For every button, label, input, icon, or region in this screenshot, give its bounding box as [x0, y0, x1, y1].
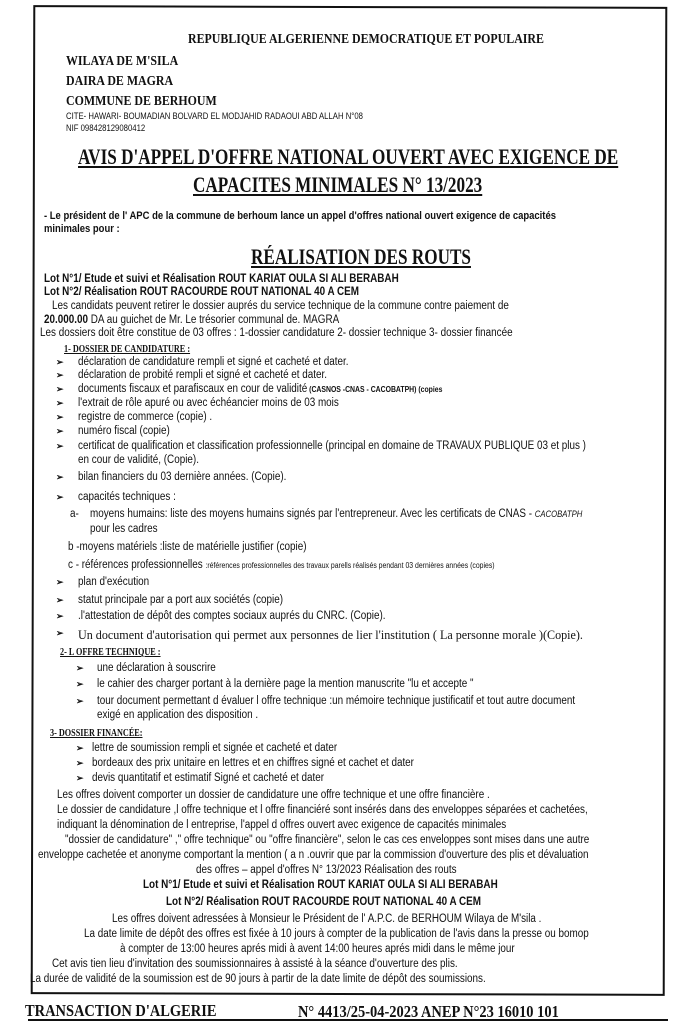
fee-amount: 20.000.00	[44, 314, 89, 326]
closing-lot2: Lot N°2/ Réalisation ROUT RACOURDE ROUT NATIONAL 40 A CEM	[166, 896, 481, 908]
section1-item: déclaration de candidature rempli et signé et cacheté et dater.	[78, 356, 349, 368]
retrieval-line2-text: DA au guichet de Mr. Le trésorier communal de. MAGRA	[88, 314, 340, 326]
lot1: Lot N°1/ Etude et suivi et Réalisation ROUT KARIAT OULA SI ALI BERABAH	[44, 273, 399, 285]
daira: DAIRA DE MAGRA	[66, 74, 174, 89]
section3-item: bordeaux des prix unitaire en lettres et en chiffres signé et cachet et dater	[92, 757, 414, 769]
lot2: Lot N°2/ Réalisation ROUT RACOURDE ROUT NATIONAL 40 A CEM	[44, 286, 359, 298]
closing-line: La date limite de dépôt des offres est fixée à 10 jours à compter de la publication de l'avis dans la presse ou bomop	[84, 928, 589, 940]
closing-line: Les offres doivent comporter un dossier de candidature une offre technique et une offre financière .	[57, 789, 490, 801]
section1-item: en cour de validité, (Copie).	[78, 454, 199, 466]
section1-item: .l'attestation de dépôt des comptes sociaux auprés du CNRC. (Copie).	[78, 610, 386, 622]
arrow-bullet-icon: ➢	[76, 758, 84, 768]
sub-c	[68, 559, 495, 571]
arrow-bullet-icon: ➢	[56, 472, 64, 482]
arrow-bullet-icon: ➢	[56, 628, 64, 638]
section1-item-text: documents fiscaux et parafiscaux en cour de validité	[78, 383, 308, 395]
sub-b: b -moyens matériels :liste de matérielle justifier (copie)	[68, 541, 307, 553]
sub-c-text: c - références professionnelles	[68, 559, 206, 571]
notice-title-line2: CAPACITES MINIMALES N° 13/2023	[193, 172, 483, 197]
section1-item: statut principale par a port aux sociétés (copie)	[78, 594, 284, 606]
arrow-bullet-icon: ➢	[56, 384, 64, 394]
section1-item: déclaration de probité rempli et signé et cacheté et dater.	[78, 369, 328, 381]
arrow-bullet-icon: ➢	[76, 773, 84, 783]
arrow-bullet-icon: ➢	[56, 577, 64, 587]
publication-reference: N° 4413/25-04-2023 ANEP N°23 16010 101	[298, 1002, 559, 1021]
arrow-bullet-icon: ➢	[76, 663, 84, 673]
project-title: RÉALISATION DES ROUTS	[251, 244, 471, 269]
arrow-bullet-icon: ➢	[56, 595, 64, 605]
fiscal-orgs: (CASNOS -CNAS - CACOBATPH) (copies	[307, 385, 443, 394]
bottom-rule	[28, 1019, 668, 1021]
section1-item: registre de commerce (copie) .	[78, 411, 213, 423]
closing-line: enveloppe cachetée et anonyme comportant la mention ( a n .ouvrir que par la commission d'ouverture des plis et dévaluation	[38, 849, 589, 861]
notice-title-line1: AVIS D'APPEL D'OFFRE NATIONAL OUVERT AVEC EXIGENCE DE	[78, 144, 619, 169]
section1-item	[78, 383, 442, 395]
section3-item: devis quantitatif et estimatif Signé et cacheté et dater	[92, 772, 325, 784]
section2-item: tour document permettant d évaluer l offre technique :un mémoire technique justificatif et tout autre document	[97, 695, 576, 707]
arrow-bullet-icon: ➢	[56, 492, 64, 502]
arrow-bullet-icon: ➢	[56, 370, 64, 380]
section1-item: plan d'exécution	[78, 576, 150, 588]
address: CITE- HAWARI- BOUMADIAN BOLVARD EL MODJAHID RADAOUI ABD ALLAH N°08	[66, 111, 363, 121]
closing-lot1: Lot N°1/ Etude et suivi et Réalisation ROUT KARIAT OULA SI ALI BERABAH	[143, 879, 498, 891]
section1-item: capacités techniques :	[78, 491, 176, 503]
arrow-bullet-icon: ➢	[76, 696, 84, 706]
section1-item: certificat de qualification et classification professionnelle (principal en domaine de TRAVAUX PUBLIQUE 03 et plus )	[78, 440, 586, 452]
retrieval-line1: Les candidats peuvent retirer le dossier auprés du service technique de la commune contre paiement de	[52, 300, 509, 312]
sub-a-text: moyens humains: liste des moyens humains signés par l'entrepreneur. Avec les certificats de CNAS -	[90, 508, 535, 520]
closing-line: indiquant la dénomination de l entreprise, l'appel d offres ouvert avec exigence de capacités minimales	[57, 819, 507, 831]
nif: NIF 098428129080412	[66, 123, 146, 133]
closing-line: La durée de validité de la soumission est de 90 jours à partir de la date limite de dépôt des soumissions.	[30, 973, 486, 985]
publication-name: TRANSACTION D'ALGERIE	[25, 1001, 217, 1020]
section1-item: l'extrait de rôle apuré ou avec échéancier moins de 03 mois	[78, 397, 339, 409]
arrow-bullet-icon: ➢	[56, 412, 64, 422]
closing-line: Cet avis tien lieu d'invitation des soumissionnaires à assisté à la séance d'ouverture des plis.	[52, 958, 458, 970]
section1-item: Un document d'autorisation qui permet aux personnes de lier l'institution ( La personne morale )(Copie).	[78, 627, 583, 642]
closing-line: "dossier de candidature" ," offre technique" ou "offre financière", selon le cas ces enveloppes sont mises dans une autre	[65, 834, 590, 846]
section2-item: exigé en application des disposition .	[97, 709, 259, 721]
section2-item: le cahier des charger portant à la dernière page la mention manuscrite "lu et accepte "	[97, 678, 474, 690]
closing-line: à compter de 13:00 heures aprés midi à avent 14:00 heures aprés midi dans le même jour	[120, 943, 515, 955]
arrow-bullet-icon: ➢	[56, 357, 64, 367]
section2-heading: 2- L OFFRE TECHNIQUE :	[60, 647, 161, 658]
section3-heading: 3- DOSSIER FINANCÉE:	[50, 728, 143, 739]
arrow-bullet-icon: ➢	[56, 398, 64, 408]
sub-a-italic: CACOBATPH	[534, 509, 583, 519]
sub-a	[90, 508, 582, 520]
closing-line: Les offres doivent adressées à Monsieur le Président de l' A.P.C. de BERHOUM Wilaya de M'sila .	[112, 913, 542, 925]
intro-line2: minimales pour :	[44, 223, 120, 235]
section1-item: numéro fiscal (copie)	[78, 425, 170, 437]
arrow-bullet-icon: ➢	[56, 441, 64, 451]
republic-heading: REPUBLIQUE ALGERIENNE DEMOCRATIQUE ET POPULAIRE	[188, 32, 544, 47]
sub-a-cont: pour les cadres	[90, 523, 158, 535]
arrow-bullet-icon: ➢	[76, 743, 84, 753]
wilaya: WILAYA DE M'SILA	[66, 54, 179, 69]
closing-line: des offres – appel d'offres N° 13/2023 Réalisation des routs	[196, 864, 457, 876]
arrow-bullet-icon: ➢	[76, 679, 84, 689]
retrieval-line2	[44, 314, 339, 326]
sub-a-label: a-	[70, 508, 79, 520]
sub-c-small: :références professionnelles des travaux parells réalisés pendant 03 dernières années (copies)	[205, 561, 495, 570]
section1-heading: 1- DOSSIER DE CANDIDATURE :	[64, 344, 191, 355]
commune: COMMUNE DE BERHOUM	[66, 94, 217, 109]
arrow-bullet-icon: ➢	[56, 426, 64, 436]
section3-item: lettre de soumission rempli et signée et cacheté et dater	[92, 742, 338, 754]
section2-item: une déclaration à souscrire	[97, 662, 216, 674]
retrieval-line3: Les dossiers doit être constitue de 03 offres : 1-dossier candidature 2- dossier technique 3- dossier financée	[40, 327, 513, 339]
closing-line: Le dossier de candidature ,l offre technique et l offre financiéré sont insérés dans des enveloppes séparées et cachetées,	[57, 804, 588, 816]
section1-item: bilan financiers du 03 dernière années. (Copie).	[78, 471, 287, 483]
intro-line1: - Le président de l' APC de la commune de berhoum lance un appel d'offres national ouvert exigence de capacités	[44, 210, 556, 222]
arrow-bullet-icon: ➢	[56, 611, 64, 621]
